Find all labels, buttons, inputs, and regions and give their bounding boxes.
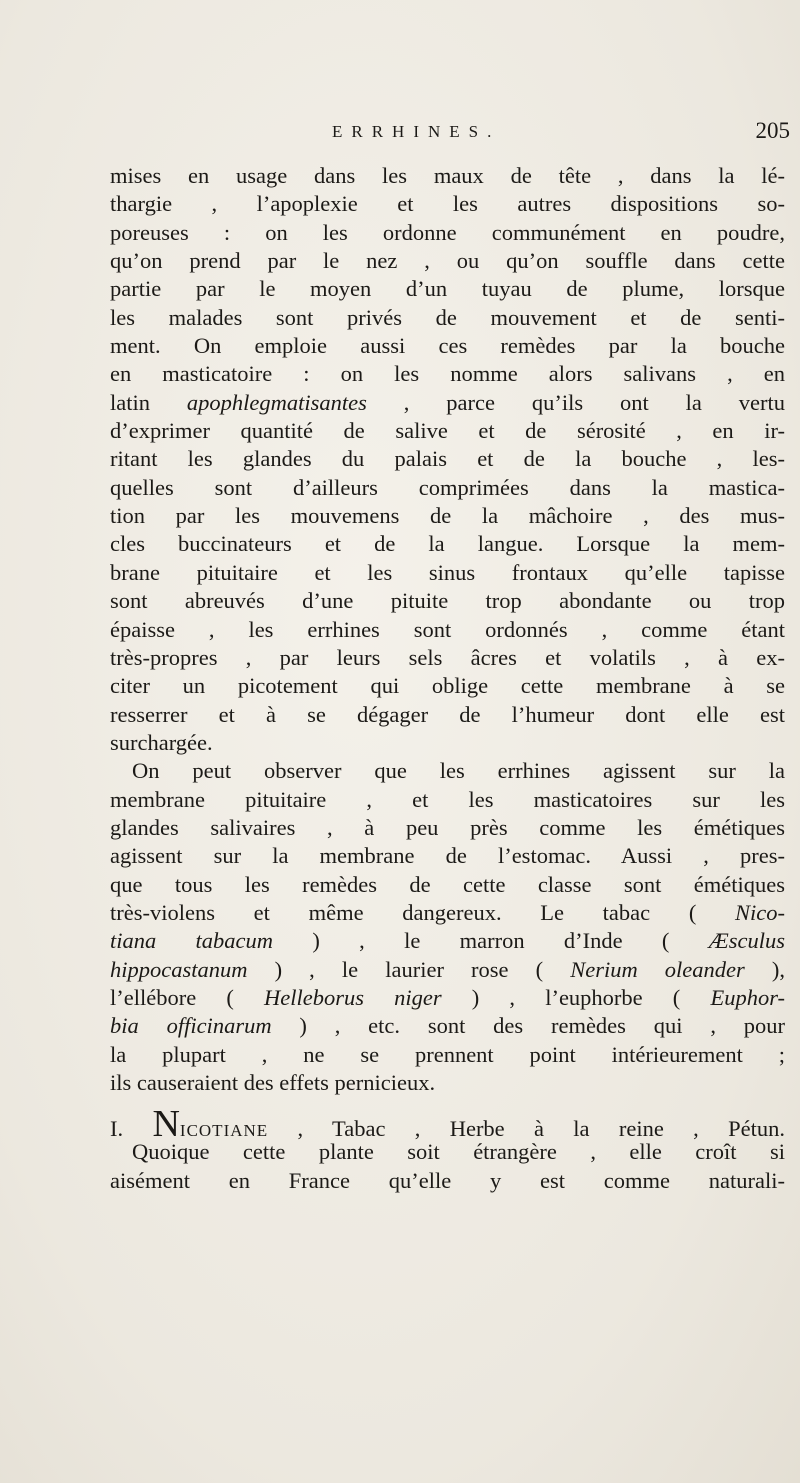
text-segment: l’ellébore ( [110,984,264,1010]
text-line: la plupart , ne se prennent point intérieurement ; [110,1041,785,1067]
text-line: en masticatoire : on les nomme alors salivans , en [110,361,785,387]
italic-term: apophlegmatisantes [186,389,367,415]
text-line: resserrer et à se dégager de l’humeur dont elle est [110,701,785,727]
text-line: épaisse , les errhines sont ordonnés , comme étant [110,616,785,642]
text-line: partie par le moyen d’un tuyau de plume, lorsque [110,276,785,302]
italic-term: Nerium oleander [570,956,745,982]
italic-term: Nico- [735,899,785,925]
text-line: ritant les glandes du palais et de la bouche , les- [110,446,785,472]
text-line [110,899,785,927]
text-line: thargie , l’apoplexie et les autres dispositions so- [110,191,785,217]
text-line: très-propres , par leurs sels âcres et volatils , à ex- [110,644,785,670]
text-line: mises en usage dans les maux de tête , dans la lé- [110,163,785,188]
page-number: 205 [755,118,790,143]
text-line [110,389,785,417]
text-line: ils causeraient des effets pernicieux. [110,1070,436,1095]
text-segment: ) , l’euphorbe ( [441,984,711,1010]
text-line: cles buccinateurs et de la langue. Lorsque la mem- [110,531,785,557]
text-line: agissent sur la membrane de l’estomac. Aussi , pres- [110,843,785,869]
text-segment: ) , le marron d’Inde ( [273,928,709,954]
italic-term: hippocastanum [110,956,248,982]
section-title-tail: , Tabac , Herbe à la reine , Pétun. [268,1116,785,1141]
drop-initial: N [152,1103,180,1145]
section-nicotiane [110,1103,785,1195]
page-header [110,118,790,152]
italic-term: Æsculus [708,928,785,954]
text-line: d’exprimer quantité de salive et de sérosité , en ir- [110,418,785,444]
text-line [110,1012,785,1040]
italic-term: Helleborus niger [264,984,442,1010]
text-segment: ) , etc. sont des remèdes qui , pour [271,1013,786,1039]
text-line: poreuses : on les ordonne communément en poudre, [110,219,785,245]
text-segment: , parce qu’ils ont la vertu [366,389,785,415]
text-line [110,956,785,984]
paragraph-1 [110,162,785,757]
text-line: On peut observer que les errhines agissent sur la [132,758,785,784]
text-line: qu’on prend par le nez , ou qu’on souffle dans cette [110,248,785,274]
text-line: brane pituitaire et les sinus frontaux qu’elle tapisse [110,559,785,585]
running-head: ERRHINES. [332,122,501,141]
text-line: membrane pituitaire , et les masticatoires sur les [110,786,785,812]
italic-term: Euphor- [710,984,785,1010]
text-segment: très-violens et même dangereux. Le tabac ( [110,899,735,925]
text-segment: latin [110,389,187,415]
text-line: glandes salivaires , à peu près comme les émétiques [110,814,785,840]
text-line [110,984,785,1012]
text-segment: ), [744,956,785,982]
text-line: quelles sont d’ailleurs comprimées dans la mastica- [110,474,785,500]
text-line: Quoique cette plante soit étrangère , elle croît si [132,1139,785,1165]
section-heading [110,1103,785,1145]
text-line: tion par les mouvemens de la mâchoire , des mus- [110,503,785,529]
text-line: aisément en France qu’elle y est comme naturali- [110,1167,785,1193]
section-title: ICOTIANE [179,1121,269,1140]
page-body [110,162,785,1097]
text-segment: ) , le laurier rose ( [247,956,571,982]
section-number: I. [110,1116,124,1141]
italic-term: bia officinarum [110,1013,272,1039]
text-line: que tous les remèdes de cette classe sont émétiques [110,871,785,897]
paragraph-2 [110,757,785,1097]
text-line: citer un picotement qui oblige cette membrane à se [110,673,785,699]
text-line [110,927,785,955]
italic-term: tiana tabacum [110,928,274,954]
text-line: ment. On emploie aussi ces remèdes par la bouche [110,333,785,359]
text-line: les malades sont privés de mouvement et de senti- [110,304,785,330]
text-line: surchargée. [110,729,213,755]
text-line: sont abreuvés d’une pituite trop abondante ou trop [110,588,785,614]
